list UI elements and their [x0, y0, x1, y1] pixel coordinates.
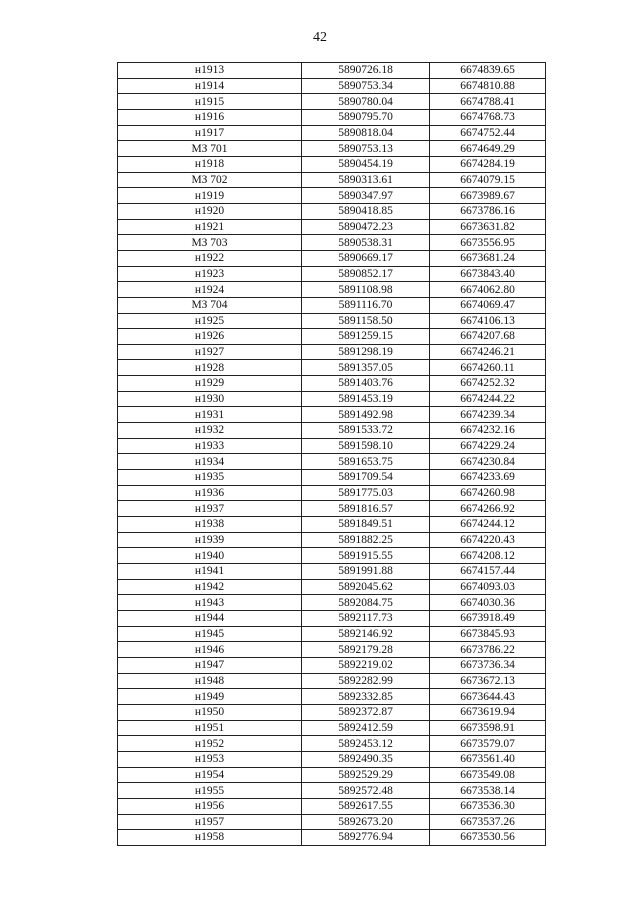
table-row — [118, 125, 546, 141]
point-id-cell: н1921 — [118, 219, 302, 235]
table-row — [118, 94, 546, 110]
x-coordinate-cell: 5890780.04 — [302, 94, 430, 110]
x-coordinate-cell: 5892673.20 — [302, 814, 430, 830]
table-row — [118, 564, 546, 580]
x-coordinate-cell: 5891116.70 — [302, 297, 430, 313]
point-id-cell: н1947 — [118, 657, 302, 673]
table-row — [118, 751, 546, 767]
x-coordinate-cell: 5890753.13 — [302, 141, 430, 157]
y-coordinate-cell: 6673530.56 — [430, 830, 546, 846]
y-coordinate-cell: 6674266.92 — [430, 501, 546, 517]
table-row — [118, 376, 546, 392]
table-row — [118, 657, 546, 673]
table-row — [118, 266, 546, 282]
y-coordinate-cell: 6673561.40 — [430, 751, 546, 767]
y-coordinate-cell: 6674230.84 — [430, 454, 546, 470]
y-coordinate-cell: 6673644.43 — [430, 689, 546, 705]
y-coordinate-cell: 6674208.12 — [430, 548, 546, 564]
y-coordinate-cell: 6674788.41 — [430, 94, 546, 110]
point-id-cell: н1937 — [118, 501, 302, 517]
y-coordinate-cell: 6674252.32 — [430, 376, 546, 392]
table-row — [118, 109, 546, 125]
table-row — [118, 391, 546, 407]
y-coordinate-cell: 6674239.34 — [430, 407, 546, 423]
table-row — [118, 423, 546, 439]
point-id-cell: н1926 — [118, 329, 302, 345]
point-id-cell: н1934 — [118, 454, 302, 470]
page-number: 42 — [313, 30, 327, 45]
table-row — [118, 595, 546, 611]
point-id-cell: н1951 — [118, 720, 302, 736]
point-id-cell: н1954 — [118, 767, 302, 783]
table-row — [118, 814, 546, 830]
y-coordinate-cell: 6674079.15 — [430, 172, 546, 188]
x-coordinate-cell: 5890347.97 — [302, 188, 430, 204]
point-id-cell: н1932 — [118, 423, 302, 439]
table-row — [118, 689, 546, 705]
point-id-cell: н1924 — [118, 282, 302, 298]
table-row — [118, 454, 546, 470]
point-id-cell: н1946 — [118, 642, 302, 658]
point-id-cell: н1929 — [118, 376, 302, 392]
point-id-cell: н1919 — [118, 188, 302, 204]
x-coordinate-cell: 5892776.94 — [302, 830, 430, 846]
table-row — [118, 501, 546, 517]
table-row — [118, 172, 546, 188]
x-coordinate-cell: 5892179.28 — [302, 642, 430, 658]
point-id-cell: н1915 — [118, 94, 302, 110]
table-row — [118, 141, 546, 157]
table-row — [118, 610, 546, 626]
x-coordinate-cell: 5892453.12 — [302, 736, 430, 752]
table-row — [118, 282, 546, 298]
point-id-cell: МЗ 704 — [118, 297, 302, 313]
x-coordinate-cell: 5891453.19 — [302, 391, 430, 407]
table-row — [118, 313, 546, 329]
point-id-cell: н1941 — [118, 564, 302, 580]
x-coordinate-cell: 5890852.17 — [302, 266, 430, 282]
x-coordinate-cell: 5891158.50 — [302, 313, 430, 329]
y-coordinate-cell: 6673556.95 — [430, 235, 546, 251]
table-row — [118, 360, 546, 376]
point-id-cell: н1928 — [118, 360, 302, 376]
point-id-cell: н1955 — [118, 783, 302, 799]
x-coordinate-cell: 5890818.04 — [302, 125, 430, 141]
point-id-cell: н1936 — [118, 485, 302, 501]
x-coordinate-cell: 5890726.18 — [302, 63, 430, 79]
x-coordinate-cell: 5891298.19 — [302, 344, 430, 360]
y-coordinate-cell: 6674229.24 — [430, 438, 546, 454]
y-coordinate-cell: 6674260.11 — [430, 360, 546, 376]
point-id-cell: н1914 — [118, 78, 302, 94]
point-id-cell: н1913 — [118, 63, 302, 79]
y-coordinate-cell: 6673537.26 — [430, 814, 546, 830]
table-row — [118, 642, 546, 658]
point-id-cell: н1927 — [118, 344, 302, 360]
table-row — [118, 579, 546, 595]
point-id-cell: н1949 — [118, 689, 302, 705]
x-coordinate-cell: 5891991.88 — [302, 564, 430, 580]
x-coordinate-cell: 5891849.51 — [302, 517, 430, 533]
y-coordinate-cell: 6674752.44 — [430, 125, 546, 141]
table-row — [118, 485, 546, 501]
point-id-cell: н1940 — [118, 548, 302, 564]
x-coordinate-cell: 5892617.55 — [302, 798, 430, 814]
y-coordinate-cell: 6673631.82 — [430, 219, 546, 235]
point-id-cell: н1953 — [118, 751, 302, 767]
y-coordinate-cell: 6674157.44 — [430, 564, 546, 580]
table-row — [118, 329, 546, 345]
x-coordinate-cell: 5890795.70 — [302, 109, 430, 125]
point-id-cell: н1930 — [118, 391, 302, 407]
point-id-cell: н1957 — [118, 814, 302, 830]
table-row — [118, 78, 546, 94]
x-coordinate-cell: 5892332.85 — [302, 689, 430, 705]
x-coordinate-cell: 5891403.76 — [302, 376, 430, 392]
x-coordinate-cell: 5891598.10 — [302, 438, 430, 454]
y-coordinate-cell: 6674093.03 — [430, 579, 546, 595]
x-coordinate-cell: 5892490.35 — [302, 751, 430, 767]
y-coordinate-cell: 6674244.22 — [430, 391, 546, 407]
x-coordinate-cell: 5892117.73 — [302, 610, 430, 626]
table-row — [118, 63, 546, 79]
point-id-cell: н1943 — [118, 595, 302, 611]
table-row — [118, 438, 546, 454]
point-id-cell: н1935 — [118, 470, 302, 486]
point-id-cell: н1952 — [118, 736, 302, 752]
point-id-cell: н1956 — [118, 798, 302, 814]
x-coordinate-cell: 5892219.02 — [302, 657, 430, 673]
x-coordinate-cell: 5890313.61 — [302, 172, 430, 188]
table-row — [118, 704, 546, 720]
y-coordinate-cell: 6674030.36 — [430, 595, 546, 611]
point-id-cell: н1931 — [118, 407, 302, 423]
coordinates-table-body — [118, 63, 546, 846]
point-id-cell: н1938 — [118, 517, 302, 533]
point-id-cell: н1922 — [118, 250, 302, 266]
x-coordinate-cell: 5890538.31 — [302, 235, 430, 251]
x-coordinate-cell: 5891492.98 — [302, 407, 430, 423]
point-id-cell: н1944 — [118, 610, 302, 626]
table-row — [118, 517, 546, 533]
point-id-cell: МЗ 702 — [118, 172, 302, 188]
x-coordinate-cell: 5892146.92 — [302, 626, 430, 642]
point-id-cell: н1939 — [118, 532, 302, 548]
table-row — [118, 673, 546, 689]
x-coordinate-cell: 5890669.17 — [302, 250, 430, 266]
x-coordinate-cell: 5891533.72 — [302, 423, 430, 439]
table-row — [118, 548, 546, 564]
y-coordinate-cell: 6674246.21 — [430, 344, 546, 360]
table-row — [118, 188, 546, 204]
x-coordinate-cell: 5891108.98 — [302, 282, 430, 298]
y-coordinate-cell: 6674649.29 — [430, 141, 546, 157]
y-coordinate-cell: 6674284.19 — [430, 156, 546, 172]
table-row — [118, 470, 546, 486]
point-id-cell: н1942 — [118, 579, 302, 595]
table-row — [118, 798, 546, 814]
table-row — [118, 235, 546, 251]
y-coordinate-cell: 6674062.80 — [430, 282, 546, 298]
y-coordinate-cell: 6673786.16 — [430, 203, 546, 219]
y-coordinate-cell: 6674839.65 — [430, 63, 546, 79]
coordinates-table — [117, 62, 546, 846]
table-row — [118, 736, 546, 752]
y-coordinate-cell: 6674220.43 — [430, 532, 546, 548]
y-coordinate-cell: 6674069.47 — [430, 297, 546, 313]
point-id-cell: н1950 — [118, 704, 302, 720]
y-coordinate-cell: 6673845.93 — [430, 626, 546, 642]
x-coordinate-cell: 5892572.48 — [302, 783, 430, 799]
y-coordinate-cell: 6674244.12 — [430, 517, 546, 533]
x-coordinate-cell: 5891775.03 — [302, 485, 430, 501]
y-coordinate-cell: 6673843.40 — [430, 266, 546, 282]
table-row — [118, 720, 546, 736]
x-coordinate-cell: 5892412.59 — [302, 720, 430, 736]
table-row — [118, 156, 546, 172]
x-coordinate-cell: 5892529.29 — [302, 767, 430, 783]
x-coordinate-cell: 5891357.05 — [302, 360, 430, 376]
table-row — [118, 250, 546, 266]
y-coordinate-cell: 6673918.49 — [430, 610, 546, 626]
y-coordinate-cell: 6673681.24 — [430, 250, 546, 266]
table-row — [118, 344, 546, 360]
point-id-cell: н1923 — [118, 266, 302, 282]
table-row — [118, 626, 546, 642]
y-coordinate-cell: 6674768.73 — [430, 109, 546, 125]
y-coordinate-cell: 6673536.30 — [430, 798, 546, 814]
table-row — [118, 532, 546, 548]
y-coordinate-cell: 6673736.34 — [430, 657, 546, 673]
point-id-cell: н1920 — [118, 203, 302, 219]
y-coordinate-cell: 6674810.88 — [430, 78, 546, 94]
x-coordinate-cell: 5891816.57 — [302, 501, 430, 517]
point-id-cell: МЗ 701 — [118, 141, 302, 157]
point-id-cell: н1916 — [118, 109, 302, 125]
point-id-cell: н1925 — [118, 313, 302, 329]
y-coordinate-cell: 6674207.68 — [430, 329, 546, 345]
y-coordinate-cell: 6673579.07 — [430, 736, 546, 752]
y-coordinate-cell: 6673672.13 — [430, 673, 546, 689]
x-coordinate-cell: 5890418.85 — [302, 203, 430, 219]
y-coordinate-cell: 6674260.98 — [430, 485, 546, 501]
x-coordinate-cell: 5891915.55 — [302, 548, 430, 564]
point-id-cell: н1958 — [118, 830, 302, 846]
x-coordinate-cell: 5890454.19 — [302, 156, 430, 172]
y-coordinate-cell: 6673538.14 — [430, 783, 546, 799]
table-row — [118, 219, 546, 235]
y-coordinate-cell: 6674233.69 — [430, 470, 546, 486]
x-coordinate-cell: 5891259.15 — [302, 329, 430, 345]
y-coordinate-cell: 6673989.67 — [430, 188, 546, 204]
x-coordinate-cell: 5891882.25 — [302, 532, 430, 548]
point-id-cell: н1945 — [118, 626, 302, 642]
point-id-cell: МЗ 703 — [118, 235, 302, 251]
x-coordinate-cell: 5892045.62 — [302, 579, 430, 595]
x-coordinate-cell: 5892282.99 — [302, 673, 430, 689]
x-coordinate-cell: 5891653.75 — [302, 454, 430, 470]
point-id-cell: н1948 — [118, 673, 302, 689]
table-row — [118, 783, 546, 799]
table-row — [118, 407, 546, 423]
x-coordinate-cell: 5890753.34 — [302, 78, 430, 94]
y-coordinate-cell: 6674232.16 — [430, 423, 546, 439]
table-row — [118, 830, 546, 846]
y-coordinate-cell: 6673619.94 — [430, 704, 546, 720]
x-coordinate-cell: 5892084.75 — [302, 595, 430, 611]
x-coordinate-cell: 5890472.23 — [302, 219, 430, 235]
x-coordinate-cell: 5892372.87 — [302, 704, 430, 720]
table-row — [118, 767, 546, 783]
point-id-cell: н1918 — [118, 156, 302, 172]
table-row — [118, 297, 546, 313]
table-row — [118, 203, 546, 219]
point-id-cell: н1933 — [118, 438, 302, 454]
y-coordinate-cell: 6673786.22 — [430, 642, 546, 658]
y-coordinate-cell: 6674106.13 — [430, 313, 546, 329]
x-coordinate-cell: 5891709.54 — [302, 470, 430, 486]
point-id-cell: н1917 — [118, 125, 302, 141]
y-coordinate-cell: 6673598.91 — [430, 720, 546, 736]
y-coordinate-cell: 6673549.08 — [430, 767, 546, 783]
